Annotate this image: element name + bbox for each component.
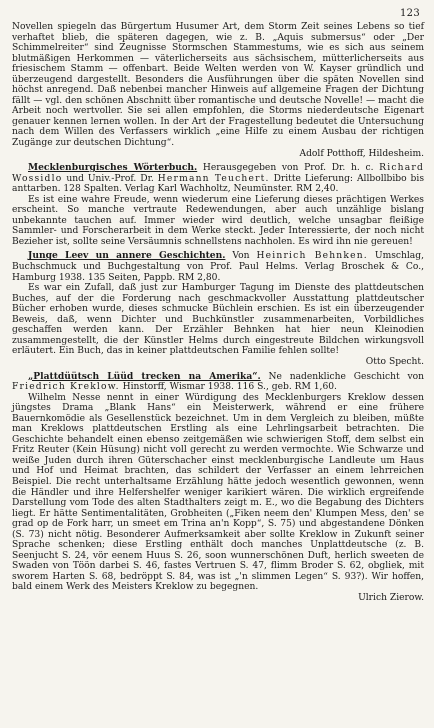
author-name: Heinrich Behnken. <box>256 251 368 262</box>
bibliography-text: Herausgegeben von Prof. Dr. h. c. <box>197 163 380 174</box>
bibliography-text: Hinstorff, Wismar 1938. 116 S., geb. RM 1,60. <box>119 382 337 393</box>
review-plattdueuetsch-lueued <box>12 372 424 604</box>
intro-paragraph: Novellen spiegeln das Bürgertum Husumer Art, dem Storm Zeit seines Lebens so tief verhaftet blieb, die späteren dagegen, wie z. B. „Aquis submersus“ oder „Der Schimmelreiter“ sind Zeugnisse Stormschen Stammestums, wie es sich aus seinem blutmäßigen Herkommen — väterlicherseits aus sächsischem, mütterlicherseits aus friesischem Stamm — offenbart. Beide Welten werden von W. Kayser gründlich und überzeugend dargestellt. Besonders die Ausführungen über die späten Novellen sind höchst anregend. Daß nebenbei mancher Hinweis auf allgemeine Fragen der Dichtung fällt — vgl. den schönen Abschnitt über romantische und deutsche Novelle! — macht die Arbeit noch wertvoller. Sie sei allen empfohlen, die Storms niederdeutsche Eigenart genauer kennen lernen wollen. In der Art der Fragestellung bedeutet die Untersuchung nach dem Willen des Verfassers wirklich „eine Hilfe zu einem Ausbau der richtigen Zugänge zur deutschen Dichtung“. <box>12 22 424 149</box>
review-signature: Otto Specht. <box>365 356 424 367</box>
bibliography-text: Dritte Lieferung: Allbollbibo bis anttarben. 128 Spalten. Verlag Karl Wachholtz, Neumünster. RM 2,40. <box>12 173 424 195</box>
review-title: Junge Leev un annere Geschichten. <box>28 250 226 262</box>
review-junge-leev <box>12 251 424 367</box>
page-number: 123 <box>400 8 420 19</box>
author-name: Richard Wossidlo <box>12 163 424 184</box>
author-name: Friedrich Kreklow. <box>12 382 120 393</box>
intro-signature: Adolf Potthoff, Hildesheim. <box>299 148 424 159</box>
review-bibliography <box>12 372 424 393</box>
author-name: Hermann Teuchert. <box>157 173 270 184</box>
review-bibliography <box>12 163 424 195</box>
bibliography-text: Umschlag, Buchschmuck und Buchgestaltung von Prof. Paul Helms. Verlag Broschek & Co., Hamburg 1938. 135 Seiten, Pappb. RM 2,80. <box>12 251 424 283</box>
bibliography-text: Von <box>225 251 257 262</box>
review-signature: Ulrich Zierow. <box>358 592 424 603</box>
review-body: Wilhelm Nesse nennt in einer Würdigung des Mecklenburgers Kreklow dessen jüngstes Drama „Blank Hans“ ein Meisterwerk, während er eine frühere Bauernkomödie als Gesellenstück bezeichnet. Um in dem Vergleich zu bleiben, müßte man Kreklows plattdeutschen Erstling als eine Lehrlingsarbeit betrachten. Die Geschichte behandelt einen ebenso zeitgemäßen wie schwierigen Stoff, dem selbst ein Fritz Reuter (Kein Hüsung) nicht voll gerecht zu werden vermochte. Wie Schwarze und weiße Juden durch ihren Güterschacher einst mecklenburgische Landleute um Haus und Hof und Heimat brachten, das schildert der Verfasser an einem lehrreichen Beispiel. Die recht unterhaltsame Erzählung hätte jedoch wesentlich gewonnen, wenn die Händler und ihre Helfershelfer weniger karikiert wären. Die wirklich ergreifende Darstellung vom Tode des alten Stadthalters zeigt m. E., wo die Begabung des Dichters liegt. Er hätte Sentimentalitäten, Grobheiten („Fiken neem den' Klumpen Mess, den' se grad op de Fork harr, un smeet em Trina an'n Kopp“, S. 75) und abgestandene Dönken (S. 73) nicht nötig. Besonderer Aufmerksamkeit aber sollte Kreklow in Zukunft seiner Sprache schenken; diese Erstling enthält doch manches Unplattdeutsche (z. B. Seenjucht S. 24, vör eenem Huus S. 26, soon wunnerschönen Duft, herlich sweeten de Swaden von Töön darbei S. 46, fastes Vertruen S. 47, flimm Broder S. 62, obgliek, mit sworem Harten S. 68, bedröppt S. 84, was ist „'n slimmen Legen“ S. 93?). Wir hoffen, bald einem Werk des Meisters Kreklow zu begegnen. <box>12 392 424 593</box>
review-body: Es ist eine wahre Freude, wenn wiederum eine Lieferung dieses prächtigen Werkes erscheint. So manche vertraute Redewendungen, aber auch unzählige bislang unbekannte tauchen auf. Immer wieder wird deutlich, welche unsagbar fleißige Sammler- und Forscherarbeit in dem Werke steckt. Jeder Interessierte, der noch nicht Bezieher ist, sollte seine Versäumnis schnellstens nachholen. Es wird ihn nie gereuen! <box>12 194 424 247</box>
review-title: Mecklenburgisches Wörterbuch. <box>28 162 198 174</box>
review-body: Es war ein Zufall, daß just zur Hamburger Tagung im Dienste des plattdeutschen Buches, auf der die Forderung nach geschmackvoller Ausstattung plattdeutscher Bücher erhoben wurde, dieses schmucke Büchlein erschien. Es ist ein überzeugender Beweis, daß, wenn Dichter und Buchkünstler zusammenarbeiten, Vorbildliches geschaffen werden kann. Der Erzähler Behnken hat hier neun Kleinodien zusammengestellt, die der Künstler Helms durch eingestreute Bildchen wirkungsvoll erläutert. Ein Buch, das in keiner plattdeutschen Familie fehlen sollte! <box>12 283 424 357</box>
bibliography-text: und Univ.-Prof. Dr. <box>62 173 158 184</box>
review-bibliography <box>12 251 424 283</box>
review-title: „Plattdüütsch Lüüd trecken na Amerika“. <box>28 370 261 382</box>
bibliography-text: Ne nadenkliche Geschicht von <box>260 371 424 382</box>
review-mecklenburgisches-woerterbuch <box>12 163 424 247</box>
page-content <box>12 22 424 722</box>
